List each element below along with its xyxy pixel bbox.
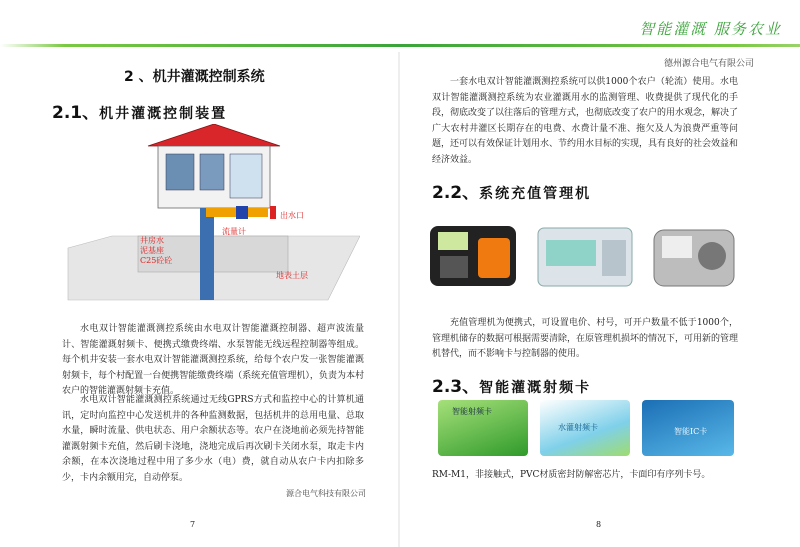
header-bar (0, 0, 800, 52)
recharge-device-2 (536, 226, 636, 292)
red-roof (148, 124, 280, 146)
heading-2-1 (52, 98, 227, 123)
page-fold (398, 52, 400, 547)
rf-card-1-label: 智能射频卡 (452, 407, 492, 416)
card-paragraph: RM-M1，非接触式，PVC材质密封防解密芯片，卡面印有序列卡号。 (432, 470, 711, 480)
irrigation-device-diagram (60, 124, 360, 304)
right-intro-paragraph: 一套水电双计智能灌溉测控系统可以供1000个农户（轮流）使用。水电双计智能灌溉测控系统为农业灌溉用水的监测管理、收费提供了现代化的手段，彻底改变了以往落后的管理方式，也彻底改变了农户的用水观念，解决了广大农村井灌区长期存在的电费、水费计量不准、拖欠及人为浪费严重等问题，还可以有效保证计划用水、节约用水目标的实现，具有良好的社会效益和经济效益。 (432, 77, 739, 165)
device-3-keypad (698, 242, 726, 270)
label-outlet: 出水口 (280, 211, 304, 220)
well-pipe (200, 208, 214, 300)
heading-2-3-number: 2.3、 (432, 377, 480, 397)
control-panel (230, 154, 262, 198)
recharge-device-1 (428, 222, 520, 292)
device-3-screen (662, 236, 692, 258)
controller-box (166, 154, 194, 190)
heading-2-1-number: 2.1、 (52, 103, 100, 123)
device-1-screen (438, 232, 468, 250)
section-title: 2 、机井灌溉控制系统 (124, 69, 265, 85)
heading-2-3 (432, 372, 591, 397)
label-flowmeter: 流量计 (222, 227, 246, 236)
label-base-line2: 泥基座 (140, 246, 164, 255)
rf-card-3 (642, 400, 734, 456)
label-base-line1: 井房水 (140, 236, 164, 245)
outlet-valve (270, 206, 276, 219)
device-1-reader (478, 238, 510, 278)
page-number-left: 7 (190, 520, 196, 529)
flowmeter-device (236, 206, 248, 219)
meter-box (200, 154, 224, 190)
heading-2-2-number: 2.2、 (432, 183, 480, 203)
recharge-paragraph: 充值管理机为便携式，可设置电价、村号，可开户数量不低于1000个，管理机储存的数据可根据需要清除，在原管理机损坏的情况下，可用新的管理机替代，而不影响卡与控制器的使用。 (432, 318, 739, 359)
rf-card-2-label: 水灌射频卡 (558, 423, 598, 432)
header-green-line (0, 44, 800, 47)
device-2-screen (546, 240, 596, 266)
label-base (140, 236, 172, 266)
device-2-keypad (602, 240, 626, 276)
left-footer-company: 源合电气科技有限公司 (286, 489, 366, 498)
label-ground: 地表土层 (276, 271, 308, 280)
heading-2-3-title: 智能灌溉射频卡 (479, 380, 592, 396)
heading-2-2-title: 系统充值管理机 (479, 186, 592, 202)
rf-card-3-label: 智能IC卡 (674, 427, 708, 436)
label-base-line3: C25砼砼 (140, 256, 173, 265)
rf-card-2 (540, 400, 630, 456)
left-paragraph-1: 水电双计智能灌溉测控系统由水电双计智能灌溉控制器、超声波流量计、智能灌溉射频卡、便携式缴费终端、水泵智能无线远程控制器等组成。每个机井安装一套水电双计智能灌溉测控系统，给每个农户发一张智能灌溉射频卡，每个村配置一台便携智能缴费终端（系统充值管理机），负责为本村农户的智能灌溉射频卡充值。 (62, 324, 364, 396)
header-company: 德州源合电气有限公司 (663, 59, 754, 69)
device-1-keypad (440, 256, 468, 278)
page-number-right: 8 (596, 520, 602, 529)
rf-card-1 (438, 400, 528, 456)
header-slogan: 智能灌溉 服务农业 (639, 20, 782, 38)
heading-2-1-title: 机井灌溉控制装置 (99, 106, 228, 122)
heading-2-2 (432, 178, 591, 203)
left-paragraph-2: 水电双计智能灌溉测控系统通过无线GPRS方式和监控中心的计算机通讯，定时向监控中心发送机井的各种监测数据，包括机井的总用电量、总取水量，瞬时流量、供电状态、用户余额状态等。农户在浇地前必须先持智能灌溉射频卡充值，然后刷卡浇地，浇地完成后再次刷卡关闭水泵，取走卡内余额，在本次浇地过程中用了多少水（电）费，就自动从农户卡内扣除多少，卡内余额用完，自动停泵。 (62, 395, 364, 483)
recharge-device-3 (650, 222, 740, 292)
